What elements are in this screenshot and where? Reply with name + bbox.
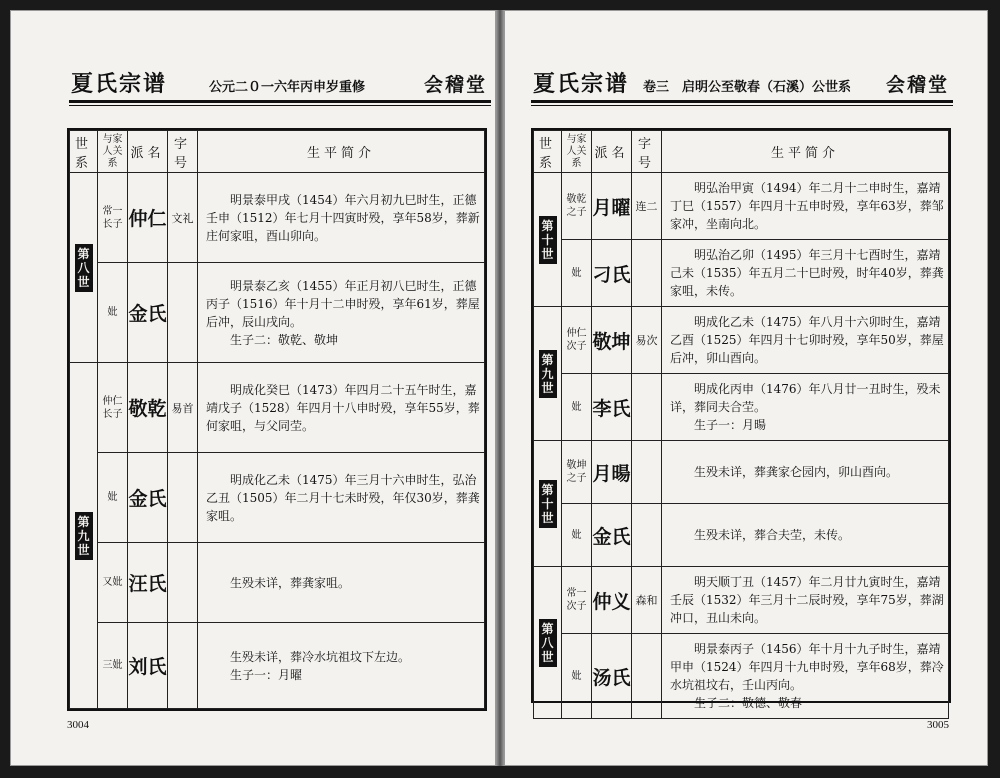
table-header-row — [70, 131, 485, 173]
col-generation: 世系 — [534, 131, 562, 173]
genealogy-table — [531, 128, 951, 710]
courtesy-name: 森和 — [632, 567, 662, 634]
courtesy-name: 文礼 — [168, 173, 198, 263]
biography-text: 明天顺丁丑（1457）年二月廿九寅时生，嘉靖壬辰（1532）年三月十二辰时殁，享年75岁，葬湖冲口，丑山未向。 — [670, 575, 944, 625]
generation-label: 第八世 — [75, 244, 93, 292]
courtesy-name: 连二 — [632, 173, 662, 240]
biography-cell — [662, 567, 949, 634]
person-name: 汤氏 — [592, 634, 632, 719]
children-note: 生子一：月曜 — [230, 667, 303, 682]
person-name: 金氏 — [128, 263, 168, 363]
generation-cell — [70, 363, 98, 709]
biography-cell — [662, 240, 949, 307]
table-row — [70, 453, 485, 543]
biography-cell — [662, 173, 949, 240]
hall-name: 会稽堂 — [423, 74, 487, 96]
table-row — [534, 567, 949, 634]
biography-cell — [198, 543, 485, 623]
table-row — [534, 634, 949, 719]
biography-cell — [662, 634, 949, 719]
edition-note: 公元二０一六年丙申岁重修 — [209, 80, 366, 95]
genealogy-table — [67, 128, 487, 711]
table-row — [70, 363, 485, 453]
children-note: 生子二：敬德、敬春 — [694, 696, 803, 710]
biography-cell — [662, 374, 949, 441]
col-pai-name: 派名 — [128, 131, 168, 173]
right-page — [504, 10, 988, 766]
person-name: 刁氏 — [592, 240, 632, 307]
biography-text: 明成化癸巳（1473）年四月二十五午时生，嘉靖戊子（1528）年四月十八申时殁，享年55岁，葬何家咀，与父同茔。 — [206, 382, 480, 433]
biography-cell — [198, 363, 485, 453]
courtesy-name — [168, 543, 198, 623]
person-name: 月暘 — [592, 441, 632, 504]
biography-text: 明成化乙未（1475）年三月十六申时生，弘治乙丑（1505）年二月十七未时殁，年仅30岁，葬龚家咀。 — [206, 472, 480, 523]
person-name: 刘氏 — [128, 623, 168, 709]
page-number: 3004 — [67, 719, 89, 731]
children-note: 生子一：月暘 — [694, 418, 767, 432]
courtesy-name — [168, 263, 198, 363]
relation-cell: 常一长子 — [98, 173, 128, 263]
biography-cell — [198, 173, 485, 263]
courtesy-name: 易次 — [632, 307, 662, 374]
biography-text: 明成化乙未（1475）年八月十六卯时生，嘉靖乙酉（1525）年四月十七卯时殁，享年50岁，葬屋后冲，卯山酉向。 — [670, 315, 944, 365]
person-name: 仲义 — [592, 567, 632, 634]
relation-cell: 仲仁次子 — [562, 307, 592, 374]
generation-cell — [70, 173, 98, 363]
person-name: 金氏 — [592, 504, 632, 567]
person-name: 仲仁 — [128, 173, 168, 263]
biography-text: 明景泰丙子（1456）年十月十九子时生，嘉靖甲申（1524）年四月十九申时殁，享年68岁，葬冷水坑祖坟右，壬山丙向。 — [670, 642, 944, 692]
person-name: 金氏 — [128, 453, 168, 543]
relation-cell: 妣 — [562, 374, 592, 441]
generation-label: 第十世 — [539, 480, 557, 528]
relation-cell: 常一次子 — [562, 567, 592, 634]
col-generation: 世系 — [70, 131, 98, 173]
relation-cell: 敬坤之子 — [562, 441, 592, 504]
biography-cell — [198, 263, 485, 363]
page-header — [69, 69, 491, 103]
volume-note: 卷三 启明公至敬春（石溪）公世系 — [643, 80, 852, 95]
page-number: 3005 — [927, 719, 949, 731]
biography-cell — [198, 453, 485, 543]
table-row — [70, 173, 485, 263]
biography-cell — [662, 307, 949, 374]
col-relation: 与家人关系 — [562, 131, 592, 173]
left-page — [10, 10, 496, 766]
table-row — [534, 240, 949, 307]
courtesy-name: 易首 — [168, 363, 198, 453]
page-header — [531, 69, 953, 103]
relation-cell: 又妣 — [98, 543, 128, 623]
col-pai-name: 派名 — [592, 131, 632, 173]
biography-cell — [198, 623, 485, 709]
relation-cell: 妣 — [562, 634, 592, 719]
col-biography: 生平简介 — [662, 131, 949, 173]
courtesy-name — [168, 623, 198, 709]
generation-label: 第八世 — [539, 619, 557, 667]
table-row — [534, 307, 949, 374]
biography-text: 明景泰乙亥（1455）年正月初八巳时生，正德丙子（1516）年十月十二申时殁，享年61岁，葬屋后冲，辰山戌向。 — [206, 278, 480, 329]
book-spine — [496, 10, 504, 766]
biography-text: 生殁未详，葬龚家仑园内，卯山酉向。 — [694, 465, 899, 479]
courtesy-name — [632, 441, 662, 504]
biography-cell — [662, 441, 949, 504]
table-row — [534, 504, 949, 567]
relation-cell: 仲仁长子 — [98, 363, 128, 453]
relation-cell: 妣 — [98, 263, 128, 363]
table-row — [534, 173, 949, 240]
biography-text: 明成化丙申（1476）年八月廿一丑时生，殁未详，葬同夫合茔。 — [670, 382, 941, 414]
courtesy-name — [632, 504, 662, 567]
biography-text: 明弘治乙卯（1495）年三月十七酉时生，嘉靖己未（1535）年五月二十巳时殁，时年40岁，葬龚家咀，未传。 — [670, 248, 944, 298]
col-relation: 与家人关系 — [98, 131, 128, 173]
col-zi-name: 字号 — [168, 131, 198, 173]
person-name: 月曜 — [592, 173, 632, 240]
courtesy-name — [632, 374, 662, 441]
biography-text: 明弘治甲寅（1494）年二月十二申时生，嘉靖丁巳（1557）年四月十五申时殁，享年63岁，葬邹家冲，坐南向北。 — [670, 181, 944, 231]
person-name: 敬坤 — [592, 307, 632, 374]
relation-cell: 妣 — [98, 453, 128, 543]
generation-label: 第十世 — [539, 216, 557, 264]
generation-label: 第九世 — [539, 350, 557, 398]
table-row — [534, 441, 949, 504]
relation-cell: 妣 — [562, 504, 592, 567]
courtesy-name — [632, 634, 662, 719]
table-header-row — [534, 131, 949, 173]
book-title: 夏氏宗谱 — [533, 71, 630, 97]
col-biography: 生平简介 — [198, 131, 485, 173]
generation-cell — [534, 441, 562, 567]
courtesy-name — [168, 453, 198, 543]
table-row — [70, 263, 485, 363]
generation-cell — [534, 173, 562, 307]
children-note: 生子二：敬乾、敬坤 — [230, 332, 339, 347]
generation-cell — [534, 307, 562, 441]
person-name: 汪氏 — [128, 543, 168, 623]
biography-text: 生殁未详，葬龚家咀。 — [230, 575, 351, 590]
relation-cell: 敬乾之子 — [562, 173, 592, 240]
table-row — [534, 374, 949, 441]
courtesy-name — [632, 240, 662, 307]
biography-text: 生殁未详，葬合夫茔，未传。 — [694, 528, 851, 542]
generation-label: 第九世 — [75, 512, 93, 560]
biography-cell — [662, 504, 949, 567]
biography-text: 明景泰甲戌（1454）年六月初九巳时生，正德壬申（1512）年七月十四寅时殁，享年58岁，葬新庄何家咀，酉山卯向。 — [206, 192, 480, 243]
generation-cell — [534, 567, 562, 719]
person-name: 敬乾 — [128, 363, 168, 453]
biography-text: 生殁未详，葬冷水坑祖坟下左边。 — [230, 649, 411, 664]
table-row — [70, 623, 485, 709]
relation-cell: 妣 — [562, 240, 592, 307]
book-title: 夏氏宗谱 — [71, 71, 168, 97]
person-name: 李氏 — [592, 374, 632, 441]
hall-name: 会稽堂 — [885, 74, 949, 96]
col-zi-name: 字号 — [632, 131, 662, 173]
relation-cell: 三妣 — [98, 623, 128, 709]
table-row — [70, 543, 485, 623]
